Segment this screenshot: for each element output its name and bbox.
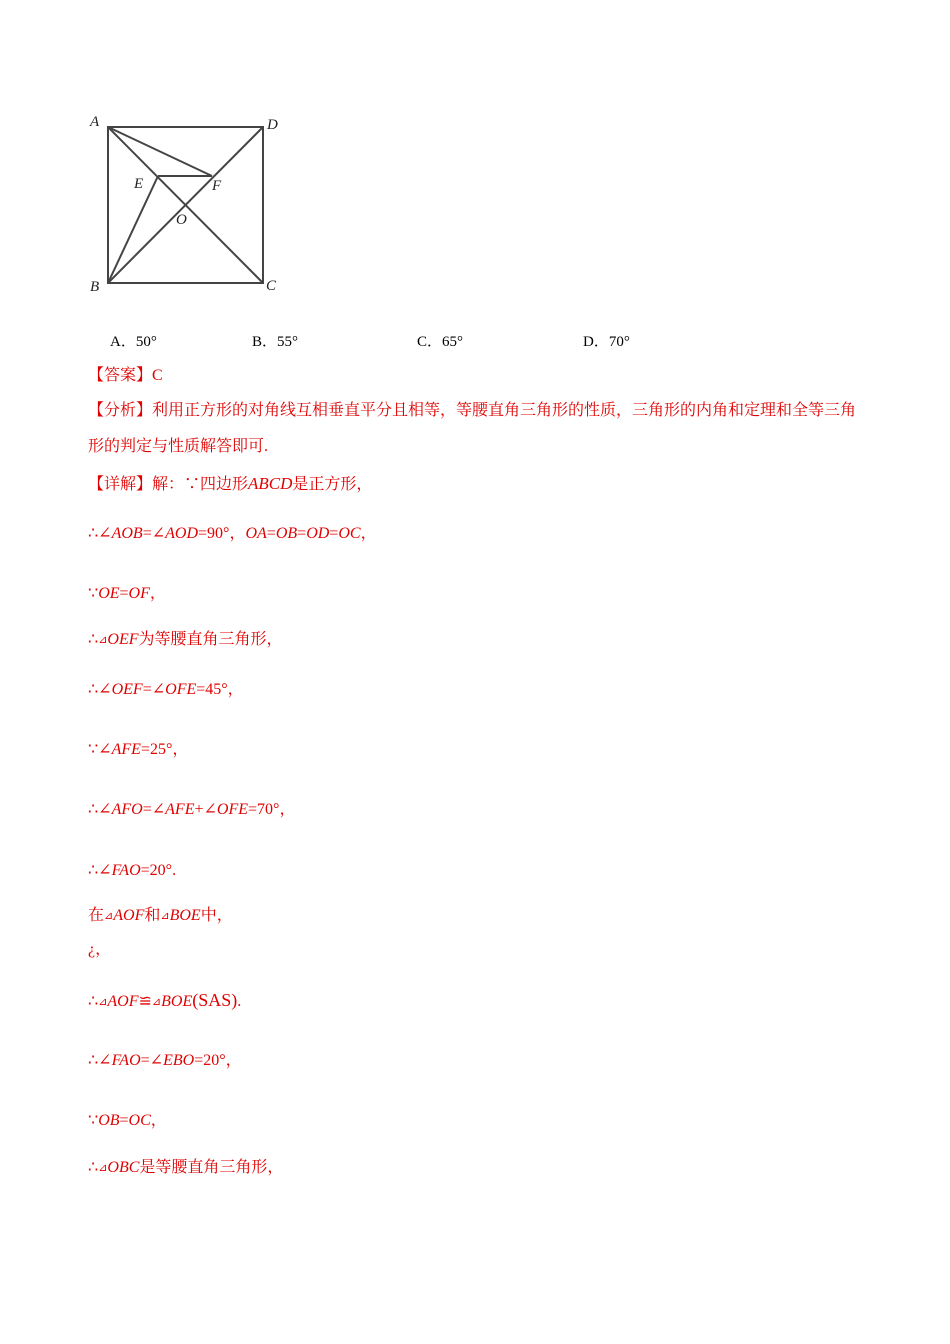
label-c: C	[266, 278, 277, 294]
option-b: B．55°	[252, 334, 299, 350]
answer-line	[88, 366, 163, 386]
step-12: ∵OB=OC，	[88, 1112, 167, 1129]
option-d: D．70°	[583, 334, 630, 350]
label-b: B	[90, 279, 100, 295]
detail-line: 【详解】解：∵四边形ABCD是正方形，	[88, 474, 373, 493]
segment-af	[108, 127, 212, 176]
step-5: ∵∠AFE=25°，	[88, 741, 189, 758]
step-7: ∴∠FAO=20°.	[88, 862, 177, 879]
step-3: ∴⊿OEF为等腰直角三角形，	[88, 631, 283, 648]
detail-tag: 【详解】	[88, 476, 153, 493]
step-1: ∴∠AOB=∠AOD=90°，OA=OB=OD=OC，	[88, 525, 377, 542]
analysis-tag: 【分析】	[88, 402, 153, 419]
answer-tag: 【答案】	[88, 367, 153, 384]
step-11: ∴∠FAO=∠EBO=20°，	[88, 1052, 242, 1069]
square-diagram	[84, 108, 294, 303]
label-d: D	[267, 117, 278, 133]
label-f: F	[212, 178, 222, 194]
step-10: ∴⊿AOF≌⊿BOE(SAS).	[88, 990, 242, 1010]
answer-value: C	[152, 367, 163, 384]
label-e: E	[134, 176, 144, 192]
segment-be	[108, 176, 158, 283]
step-2: ∵OE=OF，	[88, 585, 166, 602]
step-6: ∴∠AFO=∠AFE+∠OFE=70°，	[88, 801, 296, 818]
analysis-text: 利用正方形的对角线互相垂直平分且相等，等腰直角三角形的性质，三角形的内角和定理和全等三角形的判定与性质解答即可.	[88, 402, 857, 455]
step-9: ¿，	[88, 941, 112, 958]
option-c: C．65°	[417, 334, 464, 350]
step-13: ∴⊿OBC是等腰直角三角形，	[88, 1159, 284, 1176]
analysis-paragraph	[88, 393, 868, 465]
label-o: O	[176, 212, 187, 228]
option-a: A．50°	[110, 334, 157, 350]
step-4: ∴∠OEF=∠OFE=45°，	[88, 681, 244, 698]
label-a: A	[90, 114, 100, 130]
step-8: 在⊿AOF和⊿BOE中，	[88, 907, 233, 924]
geometry-figure	[84, 108, 294, 303]
answer-options	[110, 330, 810, 352]
